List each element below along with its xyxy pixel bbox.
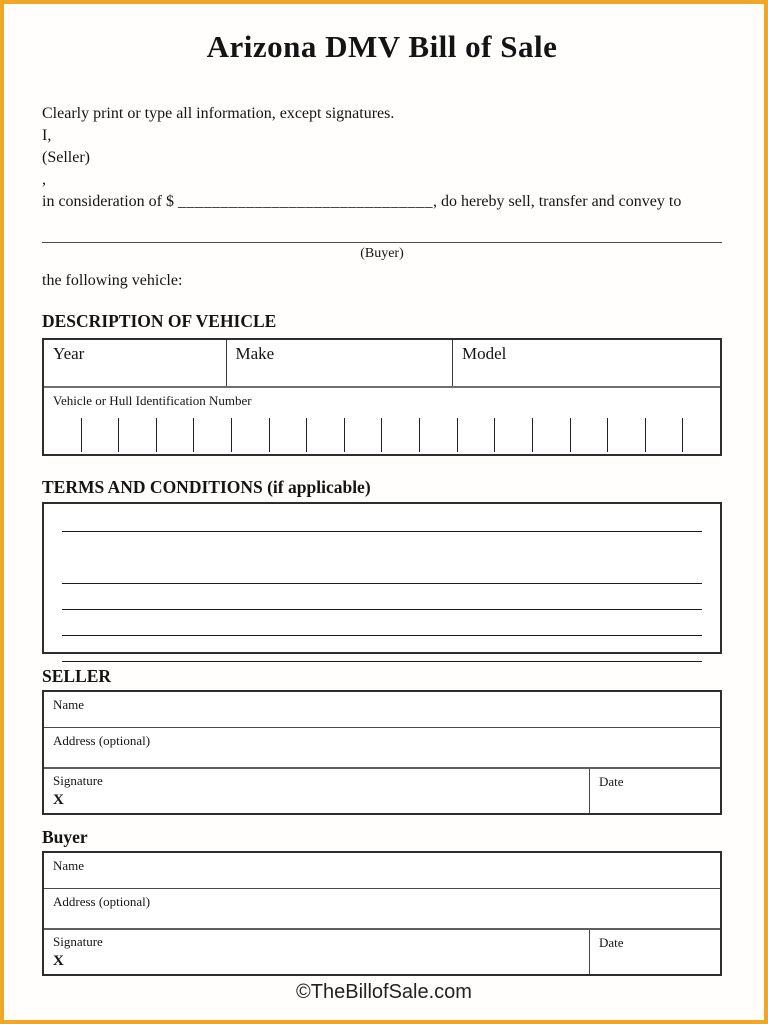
vin-char-slot[interactable] (119, 418, 157, 452)
buyer-date-label: Date (599, 935, 624, 950)
terms-box (42, 502, 722, 654)
seller-table (42, 690, 722, 815)
consideration-line (42, 191, 722, 213)
comma-line: , (42, 171, 46, 188)
seller-signature-label: Signature (53, 773, 103, 788)
description-of-vehicle-heading: DESCRIPTION OF VEHICLE (42, 311, 277, 331)
buyer-signature-label: Signature (53, 934, 103, 949)
seller-date-label: Date (599, 774, 624, 789)
buyer-heading: Buyer (42, 827, 88, 847)
seller-caption: (Seller) (42, 149, 90, 166)
intro-paragraph (42, 103, 722, 213)
vin-char-slot[interactable] (157, 418, 195, 452)
consideration-suffix: , do hereby sell, transfer and convey to (432, 193, 682, 210)
footer-watermark: ©TheBillofSale.com (296, 981, 472, 1003)
buyer-name-field[interactable] (44, 853, 720, 889)
seller-signature-field[interactable] (44, 769, 590, 813)
buyer-signature-row (44, 930, 720, 974)
terms-writing-line[interactable] (62, 584, 702, 610)
i-line: I, (42, 127, 52, 144)
buyer-signature-x: X (53, 953, 64, 969)
vin-char-slot[interactable] (571, 418, 609, 452)
consideration-prefix: in consideration of $ (42, 193, 174, 210)
seller-address-label: Address (optional) (53, 733, 151, 748)
buyer-table (42, 851, 722, 976)
vin-char-slot[interactable] (270, 418, 308, 452)
model-field[interactable]: Model (461, 344, 507, 363)
vehicle-table-header-row (44, 340, 720, 386)
terms-writing-line[interactable] (62, 531, 702, 532)
buyer-name-label: Name (53, 858, 85, 873)
seller-signature-x: X (53, 792, 64, 808)
seller-name-field[interactable] (44, 692, 720, 728)
vin-char-slot[interactable] (82, 418, 120, 452)
vin-char-slot[interactable] (683, 418, 720, 452)
buyer-address-label: Address (optional) (53, 894, 151, 909)
vin-label: Vehicle or Hull Identification Number (53, 393, 252, 408)
consideration-amount-blank[interactable]: ______________________________ (177, 193, 433, 210)
vin-char-slot[interactable] (194, 418, 232, 452)
seller-signature-row (44, 769, 720, 813)
buyer-date-field[interactable] (590, 930, 720, 974)
vin-char-slot[interactable] (533, 418, 571, 452)
instruction-text: Clearly print or type all information, except signatures. (42, 105, 395, 122)
buyer-signature-field[interactable] (44, 930, 590, 974)
buyer-caption: (Buyer) (360, 246, 404, 261)
terms-writing-line[interactable] (62, 636, 702, 662)
vin-char-slot[interactable] (307, 418, 345, 452)
vin-char-slot[interactable] (495, 418, 533, 452)
seller-date-field[interactable] (590, 769, 720, 813)
vin-char-slot[interactable] (608, 418, 646, 452)
buyer-address-field[interactable] (44, 889, 720, 930)
terms-writing-line[interactable] (62, 610, 702, 636)
seller-heading: SELLER (42, 666, 112, 686)
year-field[interactable]: Year (44, 340, 227, 386)
vin-boxes[interactable] (44, 418, 720, 452)
page-title: Arizona DMV Bill of Sale (206, 29, 558, 64)
vin-char-slot[interactable] (44, 418, 82, 452)
terms-lines (62, 531, 702, 662)
vin-char-slot[interactable] (232, 418, 270, 452)
vin-char-slot[interactable] (382, 418, 420, 452)
seller-address-field[interactable] (44, 728, 720, 769)
vin-char-slot[interactable] (420, 418, 458, 452)
terms-writing-line[interactable] (62, 558, 702, 584)
vehicle-table (42, 338, 722, 456)
page-content (4, 29, 764, 976)
make-field[interactable]: Make (227, 340, 453, 386)
seller-name-label: Name (53, 697, 85, 712)
terms-and-conditions-heading: TERMS AND CONDITIONS (if applicable) (42, 477, 371, 497)
vin-char-slot[interactable] (345, 418, 383, 452)
buyer-name-line[interactable] (42, 242, 722, 243)
vin-char-slot[interactable] (646, 418, 684, 452)
vin-row (44, 386, 720, 454)
following-vehicle-text: the following vehicle: (42, 272, 183, 289)
vin-char-slot[interactable] (458, 418, 496, 452)
